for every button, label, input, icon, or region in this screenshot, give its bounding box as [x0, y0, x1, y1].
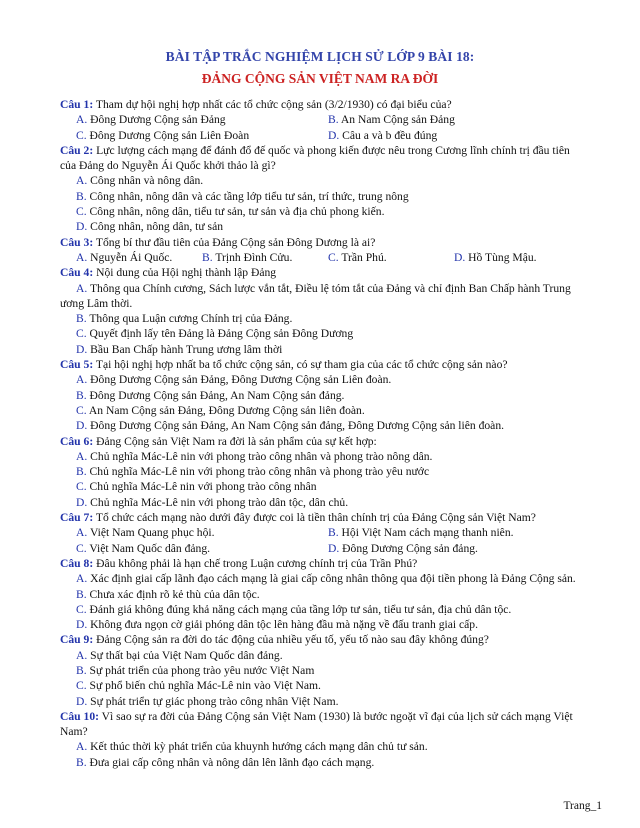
question-text: Đâu không phải là hạn chế trong Luận cương chính trị của Trần Phú?	[93, 556, 418, 570]
option-d: D. Hồ Tùng Mậu.	[454, 250, 537, 264]
option-b: B. Đưa giai cấp công nhân và nông dân lên lãnh đạo cách mạng.	[76, 755, 375, 769]
question-text: Lực lượng cách mạng để đánh đổ đế quốc và phong kiến được nêu trong Cương lĩnh chính trị đầu tiên của Đảng do Nguyễn Ái Quốc khởi thảo là gì?	[60, 143, 570, 173]
question-9	[60, 632, 586, 647]
option-a: A. Xác định giai cấp lãnh đạo cách mạng là giai cấp công nhân thông qua đội tiền phong là Đảng Cộng sản.	[76, 572, 576, 586]
question-4	[60, 265, 586, 280]
question-text: Nội dung của Hội nghị thành lập Đảng	[93, 266, 277, 280]
option-a: A. Đông Dương Cộng sản Đảng, Đông Dương Cộng sản Liên đoàn.	[76, 373, 392, 387]
question-number: Câu 7:	[60, 511, 94, 525]
page-number: Trang_1	[563, 800, 602, 812]
question-8	[60, 556, 586, 571]
question-text: Đảng Cộng sản Việt Nam ra đời là sản phẩm của sự kết hợp:	[93, 434, 377, 448]
option-d: D. Sự phát triển tự giác phong trào công nhân Việt Nam.	[76, 694, 339, 708]
question-number: Câu 3:	[60, 235, 94, 249]
question-text: Tổng bí thư đầu tiên của Đảng Cộng sản Đông Dương là ai?	[93, 235, 376, 249]
options-row	[60, 525, 586, 540]
option-a: A. Đông Dương Cộng sản Đảng	[76, 113, 226, 127]
option-d: D. Công nhân, nông dân, tư sản	[76, 220, 224, 234]
option-b: B. Công nhân, nông dân và các tầng lớp tiểu tư sản, trí thức, trung nông	[76, 189, 409, 203]
option-d: D. Không đưa ngọn cờ giải phóng dân tộc lên hàng đầu mà nặng về đấu tranh giai cấp.	[76, 618, 478, 632]
question-text: Tham dự hội nghị hợp nhất các tổ chức cộng sản (3/2/1930) có đại biểu của?	[93, 98, 452, 111]
option-c: C. Sự phổ biến chủ nghĩa Mác-Lê nin vào Việt Nam.	[76, 679, 321, 693]
option-d: D. Đông Dương Cộng sản đảng.	[328, 541, 478, 555]
option-a: A. Nguyễn Ái Quốc.	[76, 250, 173, 264]
question-number: Câu 1:	[60, 98, 94, 111]
question-number: Câu 5:	[60, 358, 94, 372]
option-c: C. Trần Phú.	[328, 250, 387, 264]
question-text: Đảng Cộng sản ra đời do tác động của nhiều yếu tố, yếu tố nào sau đây không đúng?	[93, 633, 489, 647]
option-a: A. Công nhân và nông dân.	[76, 174, 204, 188]
question-text: Tổ chức cách mạng nào dưới đây được coi là tiền thân chính trị của Đảng Cộng sản Việt Nam?	[93, 511, 536, 525]
option-c: C. Chủ nghĩa Mác-Lê nin với phong trào công nhân	[76, 480, 317, 494]
question-10	[60, 709, 586, 740]
question-number: Câu 4:	[60, 266, 94, 280]
option-c: C. Việt Nam Quốc dân đảng.	[76, 541, 211, 555]
option-b: B. Chủ nghĩa Mác-Lê nin với phong trào công nhân và phong trào yêu nước	[76, 465, 430, 479]
question-3	[60, 235, 586, 250]
option-b: B. Hội Việt Nam cách mạng thanh niên.	[328, 526, 514, 540]
question-6	[60, 434, 586, 449]
question-5	[60, 357, 586, 372]
option-a: A. Chủ nghĩa Mác-Lê nin với phong trào công nhân và phong trào nông dân.	[76, 449, 433, 463]
option-d: D. Câu a và b đều đúng	[328, 128, 438, 142]
options-row	[60, 541, 586, 556]
option-b: B. Đông Dương Cộng sản Đảng, An Nam Cộng sản đảng.	[76, 388, 345, 402]
question-1	[60, 97, 586, 112]
question-number: Câu 10:	[60, 709, 99, 723]
option-b: B. An Nam Cộng sản Đảng	[328, 113, 455, 127]
options-row	[60, 112, 586, 127]
option-d: D. Chủ nghĩa Mác-Lê nin với phong trào dân tộc, dân chủ.	[76, 495, 349, 509]
option-b: B. Thông qua Luận cương Chính trị của Đảng.	[76, 312, 293, 326]
question-number: Câu 2:	[60, 143, 94, 157]
option-b: B. Chưa xác định rõ kẻ thù của dân tộc.	[76, 587, 260, 601]
option-a: A. Việt Nam Quang phục hội.	[76, 526, 215, 540]
option-d: D. Bầu Ban Chấp hành Trung ương lâm thời	[76, 342, 283, 356]
option-a: A. Sự thất bại của Việt Nam Quốc dân đảng.	[76, 648, 283, 662]
option-c: C. Đông Dương Cộng sản Liên Đoàn	[76, 128, 250, 142]
question-number: Câu 9:	[60, 633, 94, 647]
question-number: Câu 8:	[60, 556, 94, 570]
document-subtitle: ĐẢNG CỘNG SẢN VIỆT NAM RA ĐỜI	[201, 71, 439, 86]
question-text: Vì sao sự ra đời của Đảng Cộng sản Việt Nam (1930) là bước ngoặt vĩ đại của lịch sử cách mạng Việt Nam?	[60, 709, 573, 739]
option-c: C. Công nhân, nông dân, tiểu tư sản, tư sản và địa chủ phong kiến.	[76, 205, 385, 219]
option-b: B. Sự phát triển của phong trào yêu nước Việt Nam	[76, 663, 315, 677]
question-number: Câu 6:	[60, 434, 94, 448]
option-a: A. Thông qua Chính cương, Sách lược vắn tắt, Điều lệ tóm tắt của Đảng và chỉ định Ban Chấp hành Trung ương Lâm thời.	[60, 281, 571, 310]
options-row	[60, 128, 586, 143]
option-d: D. Đông Dương Cộng sản Đảng, An Nam Cộng sản đảng, Đông Dương Cộng sản liên đoàn.	[76, 419, 505, 433]
question-2	[60, 143, 586, 174]
option-b: B. Trịnh Đình Cửu.	[202, 250, 293, 264]
question-list	[60, 97, 586, 770]
option-a: A. Kết thúc thời kỳ phát triển của khuynh hướng cách mạng dân chủ tư sản.	[76, 740, 428, 754]
question-7	[60, 510, 586, 525]
document-title: BÀI TẬP TRẮC NGHIỆM LỊCH SỬ LỚP 9 BÀI 18:	[165, 49, 475, 64]
question-text: Tại hội nghị hợp nhất ba tổ chức cộng sản, có sự tham gia của các tổ chức cộng sản nào?	[93, 358, 508, 372]
options-row	[60, 250, 586, 265]
option-c: C. An Nam Cộng sản Đảng, Đông Dương Cộng sản liên đoàn.	[76, 403, 365, 417]
option-c: C. Đánh giá không đúng khả năng cách mạng của tầng lớp tư sản, tiểu tư sản, địa chủ dân tộc.	[76, 602, 512, 616]
option-c: C. Quyết định lấy tên Đảng là Đảng Cộng sản Đông Dương	[76, 327, 354, 341]
